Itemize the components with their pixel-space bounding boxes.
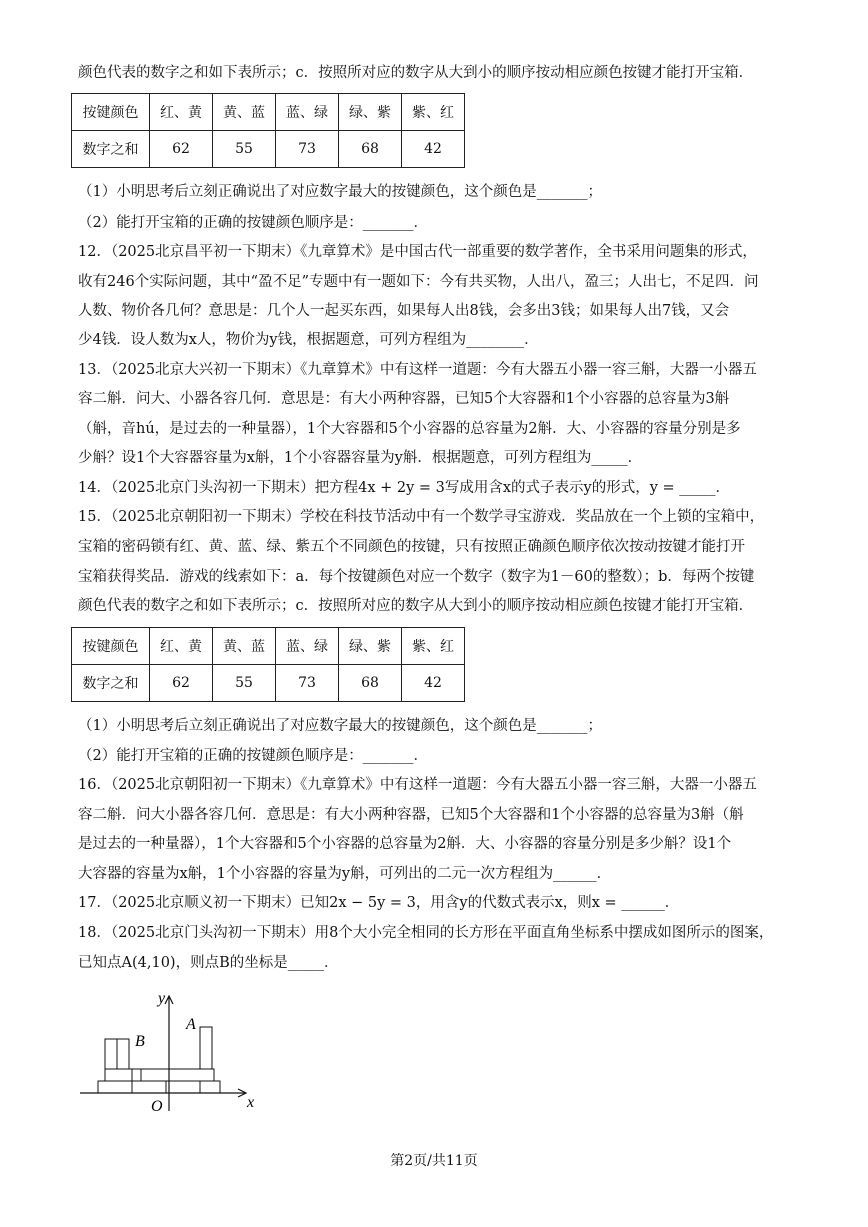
table-cell: 绿、紫: [339, 94, 402, 131]
question-15-line: 宝箱的密码锁有红、黄、蓝、绿、紫五个不同颜色的按键，只有按照正确颜色顺序依次按动按键才能打开: [78, 539, 745, 555]
table-cell: 蓝、绿: [276, 94, 339, 131]
question-12-line: 12．（2025北京昌平初一下期末）《九章算术》是中国古代一部重要的数学著作，全书采用问题集的形式，: [78, 244, 757, 260]
question-13-line: 13．（2025北京大兴初一下期末）《九章算术》中有这样一道题：今有大器五小器一容三斛，大器一小器五: [78, 362, 757, 378]
rectangle: [105, 1039, 117, 1069]
table-cell: 62: [150, 131, 213, 168]
question-12-line: 少4钱．设人数为x人，物价为y钱，根据题意，可列方程组为________．: [78, 332, 539, 348]
table-cell: 数字之和: [72, 131, 150, 168]
table-row: [72, 665, 465, 702]
table-row: [72, 94, 465, 131]
table-cell: 62: [150, 665, 213, 702]
text-line: （1）小明思考后立刻正确说出了对应数字最大的按键颜色，这个颜色是_______；: [78, 184, 602, 200]
question-13-line: 容二斛．问大、小器各容几何．意思是：有大小两种容器，已知5个大容器和1个小容器的总容量为3斛: [78, 391, 730, 407]
question-15-line: 15．（2025北京朝阳初一下期末）学校在科技节活动中有一个数学寻宝游戏．奖品放在一个上锁的宝箱中，: [78, 509, 765, 525]
question-16-line: 大容器的容量为x斛，1个小容器的容量为y斛，可列出的二元一次方程组为______．: [78, 866, 612, 882]
page-footer: 第2页/共11页: [390, 1153, 478, 1169]
question-12-line: 收有246个实际问题，其中“盈不足”专题中有一题如下：今有共买物，人出八，盈三；人出七，不足四．问: [78, 274, 759, 290]
question-17-line: 17．（2025北京顺义初一下期末）已知2x − 5y = 3，用含y的代数式表示x，则x = ______．: [78, 895, 680, 911]
table-cell: 42: [402, 665, 465, 702]
text-line: 颜色代表的数字之和如下表所示；c．按照所对应的数字从大到小的顺序按动相应颜色按键才能打开宝箱．: [78, 65, 754, 81]
table-cell: 红、黄: [150, 94, 213, 131]
text-line: （2）能打开宝箱的正确的按键颜色顺序是：_______．: [78, 215, 428, 231]
point-b-label: B: [135, 1033, 145, 1050]
rectangle: [132, 1081, 166, 1093]
table-cell: 红、黄: [150, 628, 213, 665]
point-a-label: A: [186, 1016, 196, 1033]
sum-table-2: [71, 627, 465, 702]
question-16-line: 16．（2025北京朝阳初一下期末）《九章算术》中有这样一道题：今有大器五小器一容三斛，大器一小器五: [78, 777, 757, 793]
rectangle: [166, 1081, 200, 1093]
rectangle: [132, 1069, 214, 1081]
table-cell: 55: [213, 665, 276, 702]
table-cell: 数字之和: [72, 665, 150, 702]
question-13-line: 少斛？设1个大容器容量为x斛，1个小容器容量为y斛．根据题意，可列方程组为_____．: [78, 450, 643, 466]
origin-label: O: [151, 1098, 163, 1115]
question-15-line: 颜色代表的数字之和如下表所示；c．按照所对应的数字从大到小的顺序按动相应颜色按键才能打开宝箱．: [78, 598, 754, 614]
rectangle: [98, 1081, 132, 1093]
coordinate-figure: [75, 985, 265, 1124]
table-cell: 黄、蓝: [213, 628, 276, 665]
rectangle: [117, 1039, 129, 1069]
table-cell: 68: [339, 665, 402, 702]
figure-svg: [75, 985, 265, 1120]
table-cell: 绿、紫: [339, 628, 402, 665]
table-cell: 按键颜色: [72, 94, 150, 131]
table-cell: 42: [402, 131, 465, 168]
question-18-line: 18．（2025北京门头沟初一下期末）用8个大小完全相同的长方形在平面直角坐标系中摆成如图所示的图案，: [78, 925, 774, 941]
rectangle: [105, 1069, 141, 1081]
table-cell: 73: [276, 131, 339, 168]
question-13-line: （斛，音hú，是过去的一种量器），1个大容器和5个小容器的总容量为2斛．大、小容器的容量分别是多: [78, 421, 741, 437]
table-cell: 68: [339, 131, 402, 168]
table-row: [72, 131, 465, 168]
rectangle: [200, 1081, 220, 1093]
question-16-line: 容二斛．问大小器各容几何．意思是：有大小两种容器，已知5个大容器和1个小容器的总容量为3斛（斛: [78, 807, 744, 823]
sum-table-1: [71, 93, 465, 168]
table-cell: 黄、蓝: [213, 94, 276, 131]
table-cell: 紫、红: [402, 94, 465, 131]
question-14-line: 14．（2025北京门头沟初一下期末）把方程4x + 2y = 3写成用含x的式子表示y的形式，y = _____．: [78, 480, 731, 496]
text-line: （1）小明思考后立刻正确说出了对应数字最大的按键颜色，这个颜色是_______；: [78, 718, 602, 734]
text-line: （2）能打开宝箱的正确的按键颜色顺序是：_______．: [78, 748, 428, 764]
question-15-line: 宝箱获得奖品．游戏的线索如下：a．每个按键颜色对应一个数字（数字为1－60的整数）；b．每两个按键: [78, 569, 755, 585]
table-row: [72, 628, 465, 665]
table-cell: 紫、红: [402, 628, 465, 665]
question-16-line: 是过去的一种量器），1个大容器和5个小容器的总容量为2斛．大、小容器的容量分别是多少斛？设1个: [78, 836, 732, 852]
table-cell: 55: [213, 131, 276, 168]
question-18-line: 已知点A(4,10)，则点B的坐标是_____．: [78, 955, 339, 971]
table-cell: 按键颜色: [72, 628, 150, 665]
table-cell: 蓝、绿: [276, 628, 339, 665]
question-12-line: 人数、物价各几何？意思是：几个人一起买东西，如果每人出8钱，会多出3钱；如果每人出7钱，又会: [78, 303, 730, 319]
y-axis-label: y: [158, 990, 166, 1007]
table-cell: 73: [276, 665, 339, 702]
x-axis-label: x: [247, 1094, 255, 1111]
rectangle: [200, 1027, 212, 1069]
